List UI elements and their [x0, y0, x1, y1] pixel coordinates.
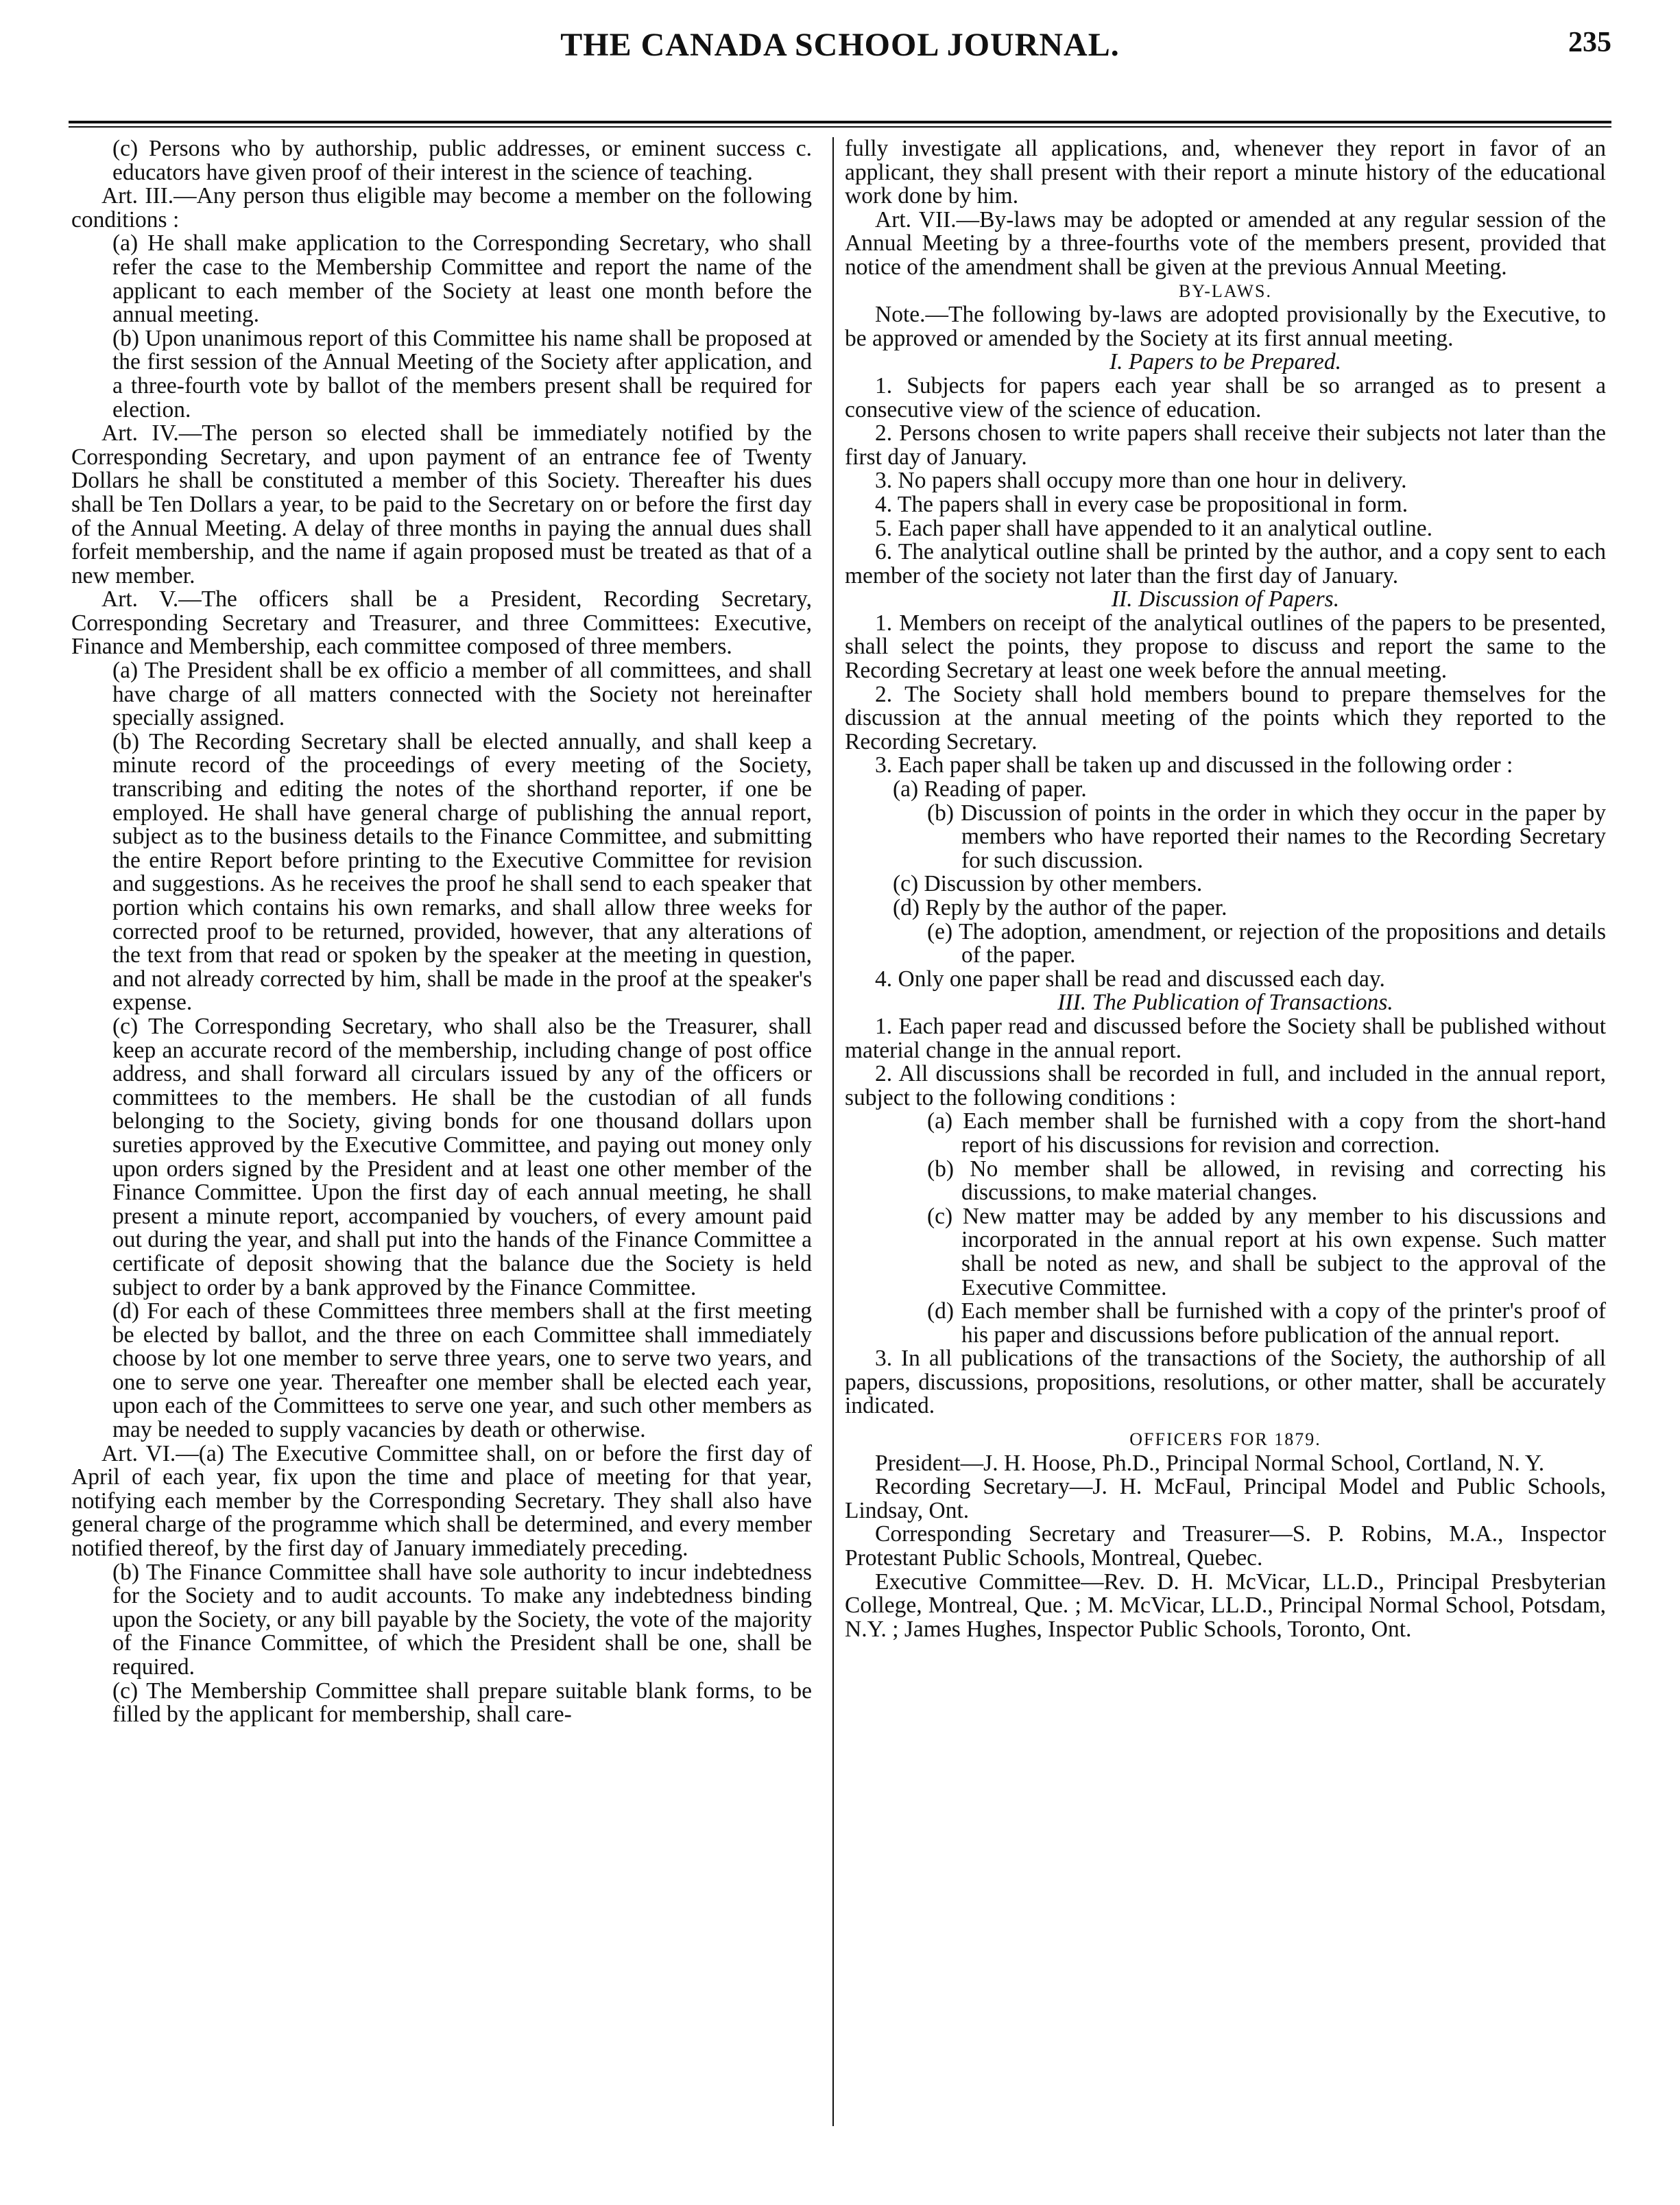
- section-i-heading: I. Papers to be Prepared.: [1109, 349, 1342, 375]
- officer-corresponding-secretary: Corresponding Secretary and Treasurer—S. P. Robins, M.A., Inspector Protestant Public Schools, Montreal, Quebec.: [845, 1521, 1606, 1571]
- bylaw-i-1: 1. Subjects for papers each year shall be so arranged as to present a consecutive view of the science of education.: [845, 372, 1606, 422]
- bylaw-i-2: 2. Persons chosen to write papers shall receive their subjects not later than the first day of January.: [845, 420, 1606, 470]
- bylaw-i-6: 6. The analytical outline shall be printed by the author, and a copy sent to each member of the society not later than the first day of January.: [845, 539, 1606, 588]
- bylaw-ii-3-b: (b) Discussion of points in the order in which they occur in the paper by members who have reported their names to the Recording Secretary for such discussion.: [927, 800, 1606, 873]
- article-v-c: (c) The Corresponding Secretary, who shall also be the Treasurer, shall keep an accurate record of the membership, including change of post office address, and shall forward all circulars issued by any of the officers or committees to the members. He shall be the custodian of all funds belonging to the Society, giving bonds for one thousand dollars upon sureties approved by the Executive Committee, and paying out money only upon orders signed by the President and at least one other member of the Finance Committee. Upon the first day of each annual meeting, he shall present a minute report, accompanied by vouchers, of every amount paid out during the year, and shall put into the hands of the Finance Committee a certificate of deposit showing that the balance due the Society is held subject to order by a bank approved by the Finance Committee.: [112, 1013, 812, 1300]
- article-vi: Art. VI.—(a) The Executive Committee shall, on or before the first day of April of each year, fix upon the time and place of meeting for that year, notifying each member by the Corresponding Secretary. They shall also have general charge of the programme which shall be determined, and every member notified thereof, by the first day of January immediately preceding.: [71, 1440, 812, 1562]
- bylaws-note: Note.—The following by-laws are adopted provisionally by the Executive, to be approved or amended by the Society at its first annual meeting.: [845, 302, 1606, 351]
- bylaw-iii-2: 2. All discussions shall be recorded in full, and included in the annual report, subject to the following conditions :: [845, 1061, 1606, 1110]
- bylaw-ii-1: 1. Members on receipt of the analytical outlines of the papers to be presented, shall select the points, they propose to discuss and report the same to the Recording Secretary at least one week before the annual meeting.: [845, 610, 1606, 684]
- bylaw-ii-3-e: (e) The adoption, amendment, or rejection of the propositions and details of the paper.: [927, 918, 1606, 968]
- officers-heading: OFFICERS FOR 1879.: [1129, 1429, 1321, 1450]
- section-ii-heading: II. Discussion of Papers.: [1111, 586, 1340, 612]
- page-number: 235: [1568, 27, 1611, 58]
- article-v-b: (b) The Recording Secretary shall be elected annually, and shall keep a minute record of the proceedings of every meeting of the Society, transcribing and editing the notes of the shorthand reporter, if one be employed. He shall have general charge of publishing the annual report, subject as to the business details to the Finance Committee, and submitting the entire Report before printing to the Executive Committee for revision and suggestions. As he receives the proof he shall send to each speaker that portion which contains his own remarks, and shall allow three weeks for corrected proof to be returned, provided, however, that any alterations of the text from that read or spoken by the speaker at the meeting in question, and not already corrected by him, shall be made in the proof at the speaker's expense.: [112, 728, 812, 1016]
- article-vi-c-continued: fully investigate all applications, and, whenever they report in favor of an applicant, they shall present with their report a minute history of the educational work done by him.: [845, 136, 1606, 209]
- header-rule-thick: [69, 121, 1611, 123]
- bylaw-iii-2-c: (c) New matter may be added by any member to his discussions and incorporated in the annual report at his own expense. Such matter shall be noted as new, and shall be subject to the approval of the Executive Committee.: [927, 1203, 1606, 1300]
- bylaw-ii-3-d: (d) Reply by the author of the paper.: [893, 895, 1227, 920]
- article-iii: Art. III.—Any person thus eligible may become a member on the following conditions :: [71, 183, 812, 233]
- article-iii-a: (a) He shall make application to the Corresponding Secretary, who shall refer the case to the Membership Committee and report the name of the applicant to each member of the Society at least one month before the annual meeting.: [112, 230, 812, 328]
- bylaws-heading: BY-LAWS.: [1179, 281, 1272, 301]
- section-iii-heading: III. The Publication of Transactions.: [1057, 990, 1393, 1016]
- bylaw-i-5: 5. Each paper shall have appended to it an analytical outline.: [875, 515, 1432, 541]
- article-v-a: (a) The President shall be ex officio a member of all committees, and shall have charge of all matters connected with the Society not hereinafter specially assigned.: [112, 658, 812, 731]
- article-vii: Art. VII.—By-laws may be adopted or amended at any regular session of the Annual Meeting by a three-fourths vote of the members present, provided that notice of the amendment shall be given at the previous Annual Meeting.: [845, 206, 1606, 280]
- header-rule-thin: [69, 126, 1611, 128]
- article-vi-c: (c) The Membership Committee shall prepare suitable blank forms, to be filled by the applicant for membership, shall care-: [112, 1678, 812, 1728]
- bylaw-iii-1: 1. Each paper read and discussed before the Society shall be published without material change in the annual report.: [845, 1013, 1606, 1063]
- bylaw-i-3: 3. No papers shall occupy more than one hour in delivery.: [875, 468, 1407, 494]
- officer-president: President—J. H. Hoose, Ph.D., Principal Normal School, Cortland, N. Y.: [875, 1450, 1545, 1476]
- article-v: Art. V.—The officers shall be a President, Recording Secretary, Corresponding Secretary and Treasurer, and three Committees: Executive, Finance and Membership, each committee composed of three members.: [71, 586, 812, 660]
- masthead: [69, 26, 1611, 67]
- left-column: [71, 137, 812, 1727]
- article-v-d: (d) For each of these Committees three members shall at the first meeting be elected by ballot, and the three on each Committee shall immediately choose by lot one member to serve three years, one to serve two years, and one to serve one year. Thereafter one member shall be elected each year, upon each of the Committees to serve one year, and such other members as may be needed to supply vacancies by death or otherwise.: [112, 1298, 812, 1443]
- article-vi-b: (b) The Finance Committee shall have sole authority to incur indebtedness for the Society and to audit accounts. To make any indebtedness binding upon the Society, or any bill payable by the Society, the vote of the majority of the Finance Committee, of which the President shall be one, shall be required.: [112, 1559, 812, 1680]
- bylaw-iii-2-d: (d) Each member shall be furnished with a copy of the printer's proof of his paper and discussions before publication of the annual report.: [927, 1298, 1606, 1348]
- column-divider: [832, 137, 834, 2126]
- bylaw-ii-3: 3. Each paper shall be taken up and discussed in the following order :: [875, 752, 1513, 778]
- bylaw-ii-3-c: (c) Discussion by other members.: [893, 871, 1203, 897]
- bylaw-ii-2: 2. The Society shall hold members bound to prepare themselves for the discussion at the annual meeting of the points which they reported to the Recording Secretary.: [845, 681, 1606, 754]
- bylaw-iii-2-b: (b) No member shall be allowed, in revising and correcting his discussions, to make material changes.: [927, 1156, 1606, 1206]
- bylaw-ii-3-a: (a) Reading of paper.: [893, 776, 1087, 802]
- bylaw-iii-2-a: (a) Each member shall be furnished with a copy from the short-hand report of his discussions for revision and correction.: [927, 1108, 1606, 1158]
- constitution-paragraph: (c) Persons who by authorship, public addresses, or eminent success c. educators have given proof of their interest in the science of teaching.: [112, 136, 812, 185]
- article-iv: Art. IV.—The person so elected shall be immediately notified by the Corresponding Secretary, and upon payment of an entrance fee of Twenty Dollars he shall be constituted a member of this Society. Thereafter his dues shall be Ten Dollars a year, to be paid to the Secretary on or before the first day of the Annual Meeting. A delay of three months in paying the annual dues shall forfeit membership, and the name if again proposed must be treated as that of a new member.: [71, 420, 812, 588]
- article-iii-b: (b) Upon unanimous report of this Committee his name shall be proposed at the first session of the Annual Meeting of the Society after application, and a three-fourth vote by ballot of the members present shall be required for election.: [112, 325, 812, 422]
- bylaw-iii-3: 3. In all publications of the transactions of the Society, the authorship of all papers, discussions, propositions, resolutions, or other matter, shall be accurately indicated.: [845, 1346, 1606, 1419]
- right-column: [845, 137, 1606, 1641]
- officer-recording-secretary: Recording Secretary—J. H. McFaul, Principal Model and Public Schools, Lindsay, Ont.: [845, 1474, 1606, 1523]
- officer-executive-committee: Executive Committee—Rev. D. H. McVicar, LL.D., Principal Presbyterian College, Montreal, Que. ; M. McVicar, LL.D., Principal Normal School, Potsdam, N.Y. ; James Hughes, Inspector Public Schools, Toronto, Ont.: [845, 1569, 1606, 1642]
- spacer: [845, 1418, 1606, 1428]
- bylaw-ii-4: 4. Only one paper shall be read and discussed each day.: [875, 966, 1385, 992]
- journal-title: THE CANADA SCHOOL JOURNAL.: [560, 27, 1120, 63]
- bylaw-i-4: 4. The papers shall in every case be propositional in form.: [875, 491, 1408, 517]
